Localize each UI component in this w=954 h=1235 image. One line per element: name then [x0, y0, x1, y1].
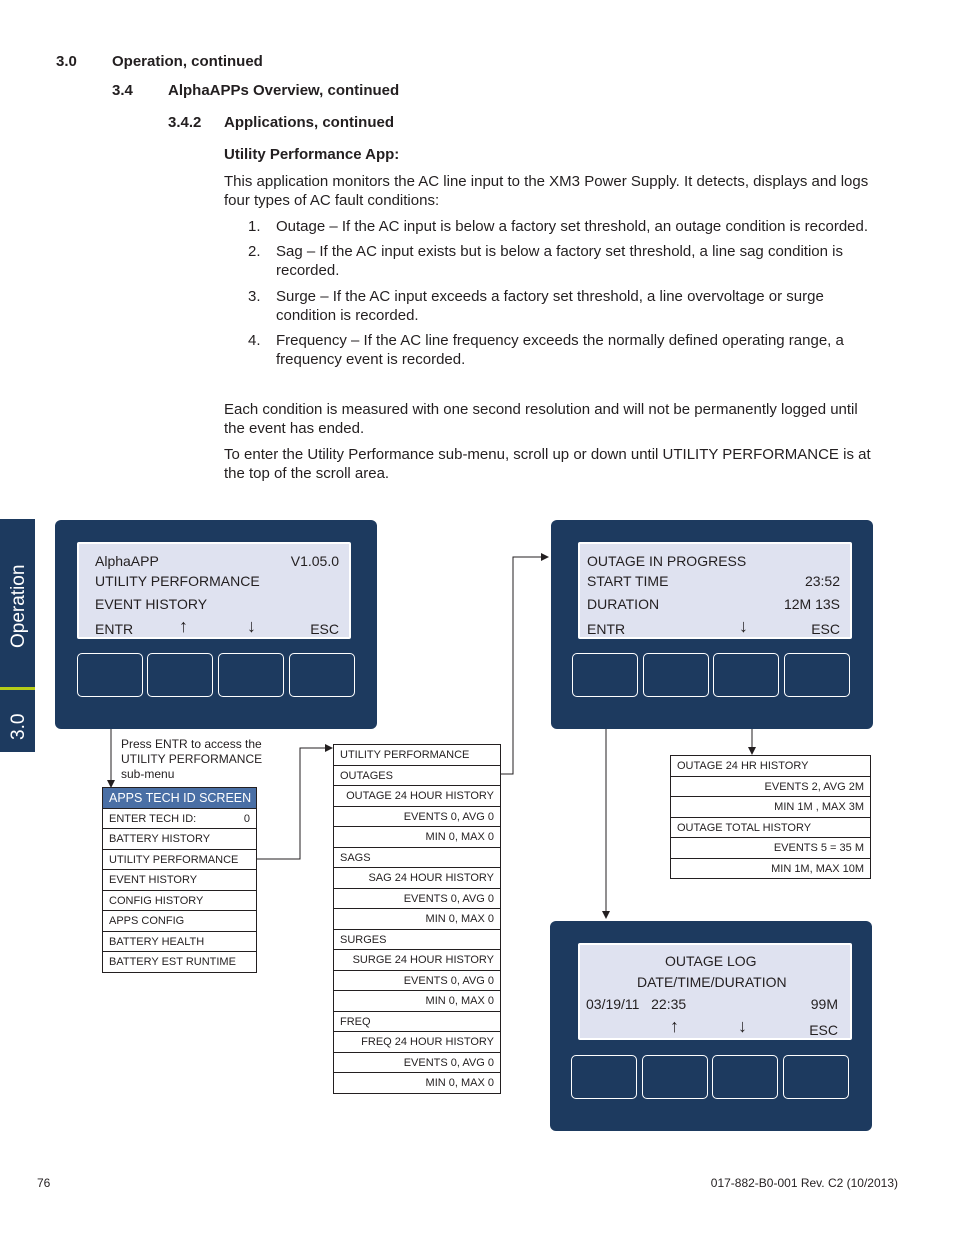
tech-menu-item[interactable]: BATTERY HEALTH	[103, 932, 256, 953]
lcd-line-text: UTAGE IN PROGRESS	[597, 553, 747, 569]
tech-id-row[interactable]	[103, 809, 256, 830]
esc-key[interactable]	[289, 653, 355, 697]
menu-row[interactable]: MIN 0, MAX 0	[334, 1073, 500, 1094]
list-number: 3.	[248, 288, 261, 305]
tech-menu-item[interactable]: UTILITY PERFORMANCE	[103, 850, 256, 871]
down-key[interactable]	[218, 653, 284, 697]
cursor-letter: O	[587, 553, 598, 569]
device-screen-outage-progress	[551, 520, 873, 729]
up-key[interactable]	[642, 1055, 708, 1099]
list-number: 1.	[248, 218, 261, 235]
menu-row[interactable]: EVENTS 2, AVG 2M	[671, 777, 870, 798]
utility-performance-menu	[333, 744, 501, 1094]
entr-instruction-note	[121, 737, 262, 782]
arrow-up-icon: ↑	[179, 616, 188, 636]
menu-row[interactable]: EVENTS 0, AVG 0	[334, 889, 500, 910]
arrow-down-icon: ↓	[739, 616, 748, 636]
tech-id-value: 0	[243, 812, 250, 825]
lcd-start-time-value: 23:52	[804, 573, 840, 589]
resolution-paragraph: Each condition is measured with one second resolution and will not be permanently logged until	[224, 401, 858, 418]
list-item-frequency-cont: frequency event is recorded.	[276, 351, 466, 368]
device-screen-outage-log	[550, 921, 872, 1131]
lcd-softkey-entr: ENTR	[95, 621, 134, 637]
cursor-letter: U	[95, 573, 106, 589]
heading-number-3-4: 3.4	[112, 82, 133, 99]
lcd-softkey-esc: ESC	[809, 1022, 838, 1038]
entr-key[interactable]	[77, 653, 143, 697]
intro-paragraph: This application monitors the AC line input to the XM3 Power Supply. It detects, displays and logs four types of AC fault conditions:	[224, 173, 869, 209]
menu-row[interactable]: OUTAGE TOTAL HISTORY	[671, 818, 870, 839]
lcd-log-duration: 99M	[810, 996, 838, 1012]
menu-row[interactable]: EVENTS 0, AVG 0	[334, 971, 500, 992]
arrow-down-icon: ↓	[738, 1016, 747, 1036]
side-tab-section: Operation	[8, 564, 29, 648]
heading-number-3-4-2: 3.4.2	[168, 114, 202, 131]
note-line: UTILITY PERFORMANCE	[121, 752, 263, 766]
menu-row[interactable]: MIN 1M , MAX 3M	[671, 797, 870, 818]
menu-row[interactable]: FREQ 24 HOUR HISTORY	[334, 1032, 500, 1053]
menu-row[interactable]: SURGE 24 HOUR HISTORY	[334, 950, 500, 971]
menu-row[interactable]: SURGES	[334, 930, 500, 951]
device-screen-main	[55, 520, 377, 729]
tech-menu-header: APPS TECH ID SCREEN	[103, 788, 256, 809]
outage-history-menu	[670, 755, 871, 879]
page-number: 76	[37, 1176, 51, 1190]
lcd-version: V1.05.0	[290, 553, 339, 569]
lcd-display-main	[77, 542, 351, 639]
document-revision: 017-882-B0-001 Rev. C2 (10/2013)	[710, 1176, 898, 1190]
heading-number-3-0: 3.0	[56, 53, 77, 70]
menu-row[interactable]: UTILITY PERFORMANCE	[334, 745, 500, 766]
menu-row[interactable]: EVENTS 0, AVG 0	[334, 1053, 500, 1074]
note-line: Press ENTR to access the	[121, 737, 262, 751]
lcd-menu-event-history: EVENT HISTORY	[95, 596, 208, 612]
side-tab-number: 3.0	[8, 713, 29, 740]
down-key[interactable]	[713, 653, 779, 697]
menu-row[interactable]: EVENTS 5 = 35 M	[671, 838, 870, 859]
lcd-app-title: AlphaAPP	[95, 553, 159, 569]
menu-row[interactable]: OUTAGES	[334, 766, 500, 787]
list-item-frequency: Frequency – If the AC line frequency exceeds the normally defined operating range, a	[276, 332, 844, 349]
menu-row[interactable]: MIN 0, MAX 0	[334, 909, 500, 930]
menu-row[interactable]: FREQ	[334, 1012, 500, 1033]
arrow-up-icon: ↑	[670, 1016, 679, 1036]
resolution-paragraph-cont: the event has ended.	[224, 420, 365, 437]
heading-applications: Applications, continued	[224, 114, 395, 131]
list-item-outage: Outage – If the AC input is below a factory set threshold, an outage condition is recorded.	[276, 218, 869, 235]
tech-menu-item[interactable]: APPS CONFIG	[103, 911, 256, 932]
menu-row[interactable]: MIN 0, MAX 0	[334, 991, 500, 1012]
menu-row[interactable]: MIN 0, MAX 0	[334, 827, 500, 848]
list-item-sag-cont: recorded.	[276, 262, 340, 279]
menu-row[interactable]: EVENTS 0, AVG 0	[334, 807, 500, 828]
lcd-duration-label: DURATION	[587, 596, 660, 612]
menu-row[interactable]: OUTAGE 24 HR HISTORY	[671, 756, 870, 777]
list-number: 4.	[248, 332, 261, 349]
lcd-softkey-esc: ESC	[811, 621, 840, 637]
tech-menu-item[interactable]: CONFIG HISTORY	[103, 891, 256, 912]
tech-menu-item[interactable]: EVENT HISTORY	[103, 870, 256, 891]
up-key[interactable]	[643, 653, 709, 697]
esc-key[interactable]	[783, 1055, 849, 1099]
menu-row[interactable]: MIN 1M, MAX 10M	[671, 859, 870, 880]
heading-operation: Operation, continued	[112, 53, 263, 70]
esc-key[interactable]	[784, 653, 850, 697]
tech-menu-item[interactable]: BATTERY EST RUNTIME	[103, 952, 256, 973]
lcd-menu-text: TILITY PERFORMANCE	[105, 573, 260, 589]
lcd-outage-in-progress	[587, 553, 746, 569]
entr-key[interactable]	[572, 653, 638, 697]
apps-tech-id-menu	[102, 787, 257, 973]
lcd-duration-value: 12M 13S	[783, 596, 840, 612]
submenu-paragraph: To enter the Utility Performance sub-menu, scroll up or down until UTILITY PERFORMANCE is at	[224, 446, 871, 463]
lcd-outage-log-title: OUTAGE LOG	[665, 953, 757, 969]
note-line: sub-menu	[121, 767, 175, 781]
list-number: 2.	[248, 243, 261, 260]
arrow-down-icon: ↓	[247, 616, 256, 636]
lcd-display-outage-log	[578, 943, 852, 1040]
submenu-paragraph-cont: the top of the scroll area.	[224, 465, 390, 482]
lcd-date-time-duration: DATE/TIME/DURATION	[637, 974, 787, 990]
list-item-surge: Surge – If the AC input exceeds a factory set threshold, a line overvoltage or surge	[276, 288, 824, 305]
heading-utility-performance-app: Utility Performance App:	[224, 146, 400, 163]
menu-row[interactable]: SAG 24 HOUR HISTORY	[334, 868, 500, 889]
up-key[interactable]	[147, 653, 213, 697]
list-item-sag: Sag – If the AC input exists but is below a factory set threshold, a line sag condition is	[276, 243, 843, 260]
lcd-softkey-entr: ENTR	[587, 621, 626, 637]
list-item-surge-cont: condition is recorded.	[276, 307, 419, 324]
lcd-menu-utility-performance	[95, 573, 260, 589]
lcd-softkey-esc: ESC	[310, 621, 339, 637]
entr-key[interactable]	[571, 1055, 637, 1099]
tech-id-label: ENTER TECH ID:	[109, 812, 197, 825]
lcd-start-time-label: START TIME	[587, 573, 669, 589]
tech-menu-item[interactable]: BATTERY HISTORY	[103, 829, 256, 850]
heading-alphaapps-overview: AlphaAPPs Overview, continued	[168, 82, 400, 99]
down-key[interactable]	[712, 1055, 778, 1099]
menu-row[interactable]: SAGS	[334, 848, 500, 869]
menu-row[interactable]: OUTAGE 24 HOUR HISTORY	[334, 786, 500, 807]
lcd-log-date-time: 03/19/11 22:35	[586, 996, 687, 1012]
lcd-display-outage-progress	[578, 542, 852, 639]
